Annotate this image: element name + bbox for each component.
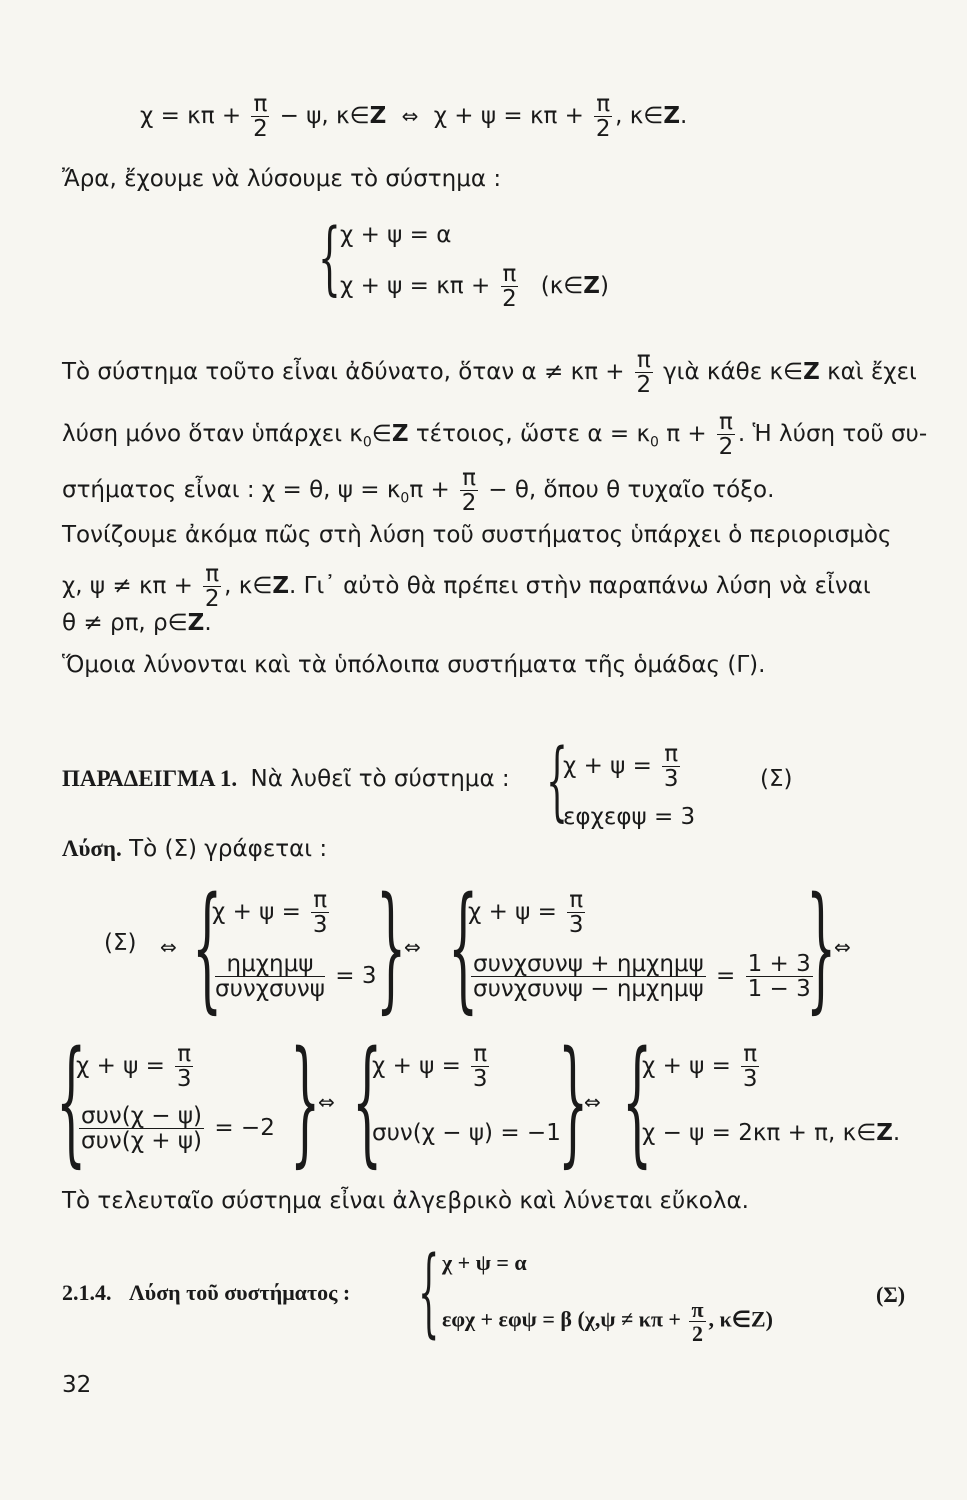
frac-num: π [473, 1041, 488, 1067]
fraction-pi-over-2 [594, 92, 612, 141]
psi-c: . Γι᾽ αὐτὸ θὰ πρέπει στὴν παραπάνω λύση νὰ εἶναι [289, 573, 871, 600]
equation-line-1 [140, 92, 687, 141]
section-eq2-b: , κ∈ [708, 1306, 751, 1332]
paragraph-lysi [62, 410, 927, 459]
example-heading [62, 766, 510, 792]
system1-eq2-c: ) [599, 273, 609, 300]
example-eq1-a: χ + ψ = [563, 753, 652, 780]
frac-den: 2 [253, 116, 268, 143]
frac-num: ημχημψ [215, 952, 325, 977]
system1-eq2-a: χ + ψ = κπ + [340, 273, 491, 300]
theta-b: . [204, 610, 212, 636]
set-z: Z [369, 103, 387, 130]
fraction-pi-over-2 [251, 92, 269, 141]
iff-arrow: ⇔ [584, 1090, 601, 1114]
section-eq2 [442, 1298, 773, 1345]
frac-num: π [253, 91, 268, 117]
frac-den: 2 [595, 116, 611, 143]
set-z: Z [583, 273, 600, 300]
solution-label: Λύση. [62, 836, 122, 861]
frac-den: συνχσυνψ [215, 976, 325, 1003]
section-eq2-c: ) [765, 1306, 773, 1332]
left-brace: { [352, 1023, 383, 1181]
example-tag: (Σ) [760, 766, 793, 792]
chain2-c-eq1 [642, 1042, 762, 1091]
section-heading [62, 1280, 350, 1306]
left-brace: { [622, 1023, 653, 1181]
fraction-numeric [746, 952, 813, 1001]
frac-den: 1 − 3 [747, 976, 811, 1003]
frac-num: π [313, 887, 328, 913]
eq-lhs-b: − ψ, κ∈ [279, 103, 370, 130]
example-eq2: εφχεφψ = 3 [563, 804, 696, 830]
frac-den: 3 [176, 1066, 192, 1093]
right-brace: } [558, 1023, 589, 1181]
frac-num: π [664, 741, 679, 767]
adynato-c: καὶ ἔχει [827, 359, 917, 386]
frac-den: συνχσυνψ − ημχημψ [473, 976, 704, 1003]
iff-arrow: ⇔ [404, 935, 421, 959]
fraction-pi-over-3 [662, 742, 680, 791]
paragraph-ara: Ἄρα, ἔχουμε νὰ λύσουμε τὸ σύστημα : [62, 166, 502, 192]
frac-den: 3 [568, 912, 584, 939]
fraction-cos-sum [471, 952, 706, 1001]
frac-den: συν(χ + ψ) [81, 1128, 203, 1155]
frac-num: π [502, 261, 517, 287]
frac-num: π [205, 561, 220, 587]
frac-num: π [691, 1297, 704, 1322]
frac-den: 3 [663, 766, 679, 793]
chain2-b-eq1-text: χ + ψ = [372, 1053, 461, 1080]
fraction-tan-product [215, 952, 325, 1001]
paragraph-stimatos [62, 466, 774, 515]
chain2-a-eq1-text: χ + ψ = [76, 1053, 165, 1080]
frac-num: π [719, 409, 733, 435]
chain2-c-dot: . [892, 1120, 901, 1146]
fraction-pi-over-3 [175, 1042, 193, 1091]
section-number: 2.1.4. [62, 1280, 112, 1305]
frac-num: συν(χ − ψ) [81, 1103, 203, 1129]
frac-num: π [177, 1041, 192, 1067]
lysi-e: . Ἡ λύση τοῦ συ- [737, 421, 928, 448]
fraction-pi-over-2 [501, 262, 519, 311]
chain2-a-eq2 [76, 1104, 275, 1153]
chain2-c-eq1-text: χ + ψ = [642, 1053, 731, 1080]
example-eq1 [563, 742, 683, 791]
chain2-c-eq2 [642, 1120, 900, 1146]
subscript-zero: 0 [650, 434, 659, 451]
paragraph-tonizoume: Τονίζουμε ἀκόμα πῶς στὴ λύση τοῦ συστήματος ὑπάρχει ὁ περιορισμὸς [62, 522, 892, 548]
frac-num: π [636, 347, 651, 373]
paragraph-teleutaio: Τὸ τελευταῖο σύστημα εἶναι ἀλγεβρικὸ καὶ λύνεται εὔκολα. [62, 1188, 749, 1214]
section-tag: (Σ) [876, 1282, 906, 1307]
psi-a: χ, ψ ≠ κπ + [62, 573, 193, 600]
chain1-a-eq1 [212, 888, 332, 937]
eq-dot: . [680, 103, 688, 130]
frac-den: 2 [718, 434, 734, 461]
paragraph-adynato [62, 348, 917, 397]
solution-line [62, 836, 327, 862]
set-z: Z [876, 1120, 893, 1146]
fraction-pi-over-3 [741, 1042, 759, 1091]
left-brace: { [318, 211, 341, 304]
chain1-sigma: (Σ) [104, 930, 137, 956]
stimatos-a: στήματος εἶναι : χ = θ, ψ = κ [62, 477, 401, 504]
frac-den: 2 [461, 490, 477, 517]
stimatos-b: π + [409, 477, 450, 504]
right-brace: } [376, 869, 407, 1027]
iff-arrow: ⇔ [160, 935, 177, 959]
adynato-a: Τὸ σύστημα τοῦτο εἶναι ἀδύνατο, ὅταν α ≠ κπ + [62, 359, 625, 386]
fraction-pi-over-3 [567, 888, 585, 937]
section-eq2-a: εφχ + εφψ = β (χ,ψ ≠ κπ + [442, 1306, 681, 1332]
set-z: Z [750, 1306, 766, 1332]
set-z: Z [187, 610, 205, 636]
adynato-b: γιὰ κάθε κ∈ [663, 359, 804, 386]
frac-num: π [743, 1041, 758, 1067]
frac-den: 2 [502, 286, 517, 313]
stimatos-c: − θ, ὅπου θ τυχαῖο τόξο. [488, 477, 775, 504]
frac-num: π [462, 465, 476, 491]
fraction-pi-over-3 [311, 888, 329, 937]
frac-num: π [569, 887, 584, 913]
frac-den: 2 [636, 372, 652, 399]
paragraph-theta [62, 610, 212, 636]
frac-den: 3 [472, 1066, 488, 1093]
eq-lhs-a: χ = κπ + [140, 103, 242, 130]
right-brace: } [806, 869, 837, 1027]
chain1-b-eq1-text: χ + ψ = [468, 899, 557, 926]
example-label: ΠΑΡΑΔΕΙΓΜΑ 1. [62, 766, 238, 791]
chain2-b-eq1 [372, 1042, 492, 1091]
fraction-pi-over-2 [203, 562, 221, 611]
fraction-cos-ratio [79, 1104, 204, 1153]
example-text: Νὰ λυθεῖ τὸ σύστημα : [250, 766, 510, 792]
set-z: Z [272, 573, 290, 600]
eq-rhs-a: χ + ψ = κπ + [433, 103, 584, 130]
system1-eq1: χ + ψ = α [340, 222, 452, 248]
psi-b: , κ∈ [224, 573, 273, 600]
section-eq1: χ + ψ = α [442, 1250, 527, 1275]
frac-den: 3 [742, 1066, 758, 1093]
lysi-c: τέτοιος, ὥστε α = κ [415, 421, 651, 448]
chain2-c-eq2-text: χ − ψ = 2κπ + π, κ∈ [642, 1120, 877, 1146]
left-brace: { [546, 731, 568, 831]
left-brace: { [56, 1023, 87, 1181]
lysi-d: π + [666, 421, 707, 448]
system1-eq2 [340, 262, 609, 311]
frac-num: συνχσυνψ + ημχημψ [473, 951, 704, 977]
left-brace: { [448, 869, 479, 1027]
chain1-b-eq: = [716, 963, 736, 990]
lysi-b: ∈ [371, 421, 392, 448]
iff-arrow: ⇔ [318, 1090, 335, 1114]
iff-arrow: ⇔ [834, 935, 851, 959]
section-title: Λύση τοῦ συστήματος : [129, 1280, 351, 1305]
paragraph-psi [62, 562, 871, 611]
iff-arrow: ⇔ [401, 104, 419, 129]
frac-den: 2 [691, 1321, 703, 1347]
set-z: Z [391, 421, 409, 448]
chain1-a-eq1-text: χ + ψ = [212, 899, 301, 926]
solution-text: Τὸ (Σ) γράφεται : [129, 836, 328, 862]
chain1-a-eq2 [212, 952, 376, 1001]
fraction-pi-over-2 [460, 466, 478, 515]
frac-num: 1 + 3 [747, 951, 811, 977]
fraction-pi-over-3 [471, 1042, 489, 1091]
set-z: Z [663, 103, 681, 130]
fraction-pi-over-2 [717, 410, 735, 459]
chain1-b-eq1 [468, 888, 588, 937]
frac-den: 3 [312, 912, 328, 939]
eq-rhs-b: , κ∈ [615, 103, 664, 130]
fraction-pi-over-2 [635, 348, 653, 397]
right-brace: } [290, 1023, 321, 1181]
fraction-pi-over-2 [689, 1298, 705, 1345]
system1-eq2-b: (κ∈ [540, 273, 584, 300]
frac-den: 2 [204, 586, 220, 613]
chain2-b-eq2: συν(χ − ψ) = −1 [372, 1120, 561, 1146]
subscript-zero: 0 [362, 434, 372, 451]
page-number: 32 [62, 1372, 92, 1398]
left-brace: { [418, 1236, 440, 1348]
paragraph-omoia: Ὅμοια λύνονται καὶ τὰ ὑπόλοιπα συστήματα τῆς ὁμάδας (Γ). [62, 652, 766, 678]
chain1-b-eq2 [468, 952, 816, 1001]
set-z: Z [803, 359, 820, 386]
chain1-a-rhs: = 3 [335, 963, 377, 990]
theta-a: θ ≠ ρπ, ρ∈ [62, 610, 188, 636]
subscript-zero: 0 [400, 490, 410, 507]
left-brace: { [192, 869, 223, 1027]
frac-num: π [596, 91, 611, 117]
lysi-a: λύση μόνο ὅταν ὑπάρχει κ [62, 421, 363, 448]
chain2-a-eq1 [76, 1042, 196, 1091]
chain2-a-rhs: = −2 [214, 1115, 275, 1142]
